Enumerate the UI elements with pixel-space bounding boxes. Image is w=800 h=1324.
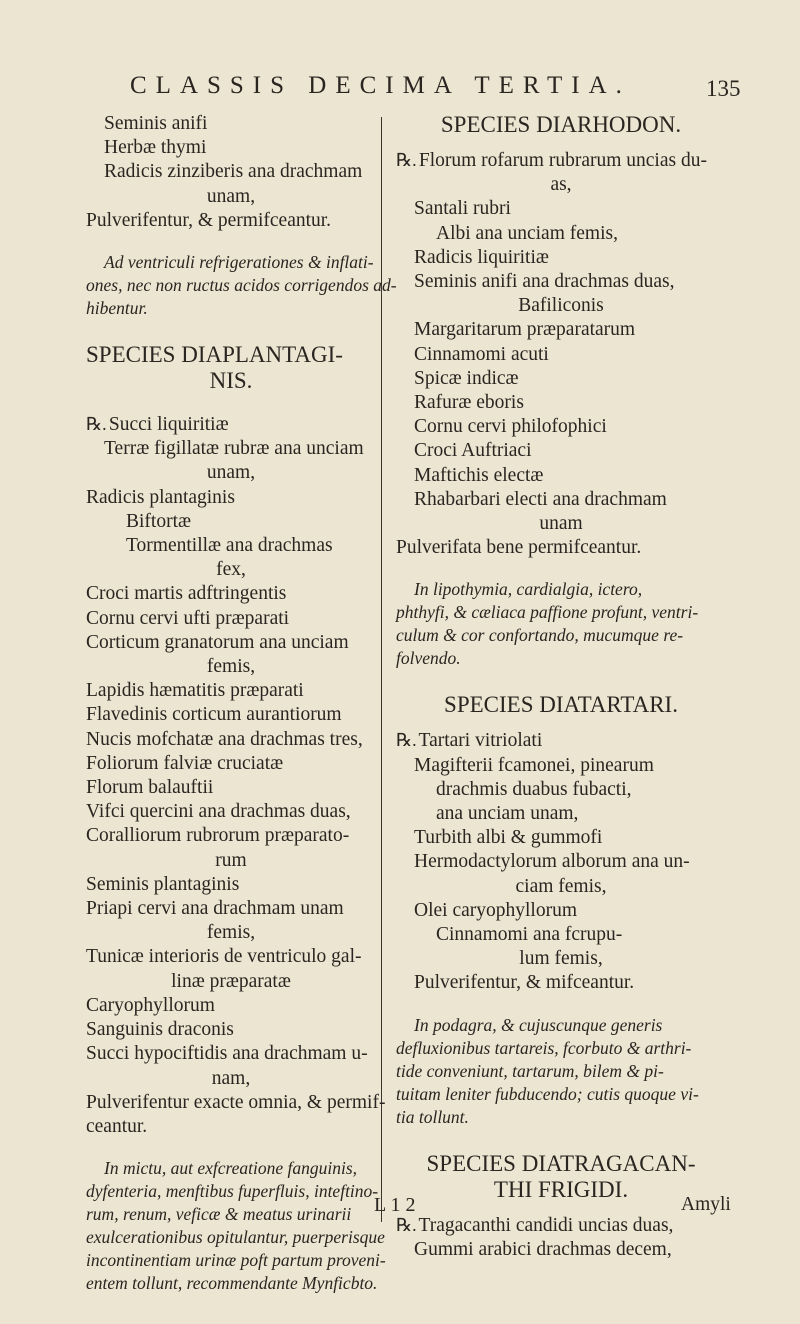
usage-note: In lipothymia, cardialgia, ictero,	[414, 579, 643, 600]
usage-note: defluxionibus tartareis, fcorbuto & arthri-	[396, 1037, 692, 1058]
recipe-line: Terræ figillatæ rubræ ana unciam	[104, 438, 364, 460]
recipe-line: Florum balauftii	[86, 777, 214, 799]
usage-note: hibentur.	[86, 298, 148, 319]
recipe-line: Maftichis electæ	[414, 464, 544, 486]
right-column	[396, 112, 726, 1262]
recipe-icon: ℞.	[396, 1214, 417, 1235]
recipe-line: Tartari vitriolati	[418, 730, 543, 752]
usage-note: rum, renum, veficæ & meatus urinarii	[86, 1204, 352, 1225]
recipe-line: Magifterii fcamonei, pinearum	[414, 754, 654, 776]
recipe-line: Pulverifentur, & mifceantur.	[414, 972, 635, 994]
signature-mark: L 1 2	[374, 1194, 416, 1216]
recipe-line: Tormentillæ ana drachmas	[126, 535, 333, 557]
recipe-line: Turbith albi & gummofi	[414, 827, 603, 849]
recipe-line: Croci martis adftringentis	[86, 583, 287, 605]
recipe-line: Radicis plantaginis	[86, 486, 235, 508]
recipe-line: Flavedinis corticum aurantiorum	[86, 704, 342, 726]
usage-note: incontinentiam urinæ poft partum proveni-	[86, 1250, 386, 1271]
recipe-line: Santali rubri	[414, 198, 511, 220]
recipe-line: Nucis mofchatæ ana drachmas tres,	[86, 728, 363, 750]
recipe-line: Caryophyllorum	[86, 994, 215, 1016]
recipe-line: femis,	[206, 922, 256, 944]
recipe-line: Cinnamomi acuti	[414, 343, 549, 365]
recipe-line: femis,	[206, 656, 256, 678]
recipe-line: Biftortæ	[126, 510, 192, 532]
recipe-line: fex,	[216, 559, 246, 581]
recipe-line: Rhabarbari electi ana drachmam	[414, 488, 667, 510]
usage-note: folvendo.	[396, 648, 461, 669]
recipe-line: Bafiliconis	[518, 295, 604, 317]
recipe-line: Tragacanthi candidi uncias duas,	[418, 1214, 674, 1236]
usage-note: entem tollunt, recommendante Mynficbto.	[86, 1273, 378, 1294]
usage-note: culum & cor confortando, mucumque re-	[396, 625, 684, 646]
species-title: SPECIES DIATARTARI.	[444, 692, 678, 718]
recipe-line: drachmis duabus fubacti,	[436, 778, 632, 800]
recipe-line: unam	[539, 513, 583, 535]
recipe-icon: ℞.	[396, 730, 417, 751]
recipe-icon: ℞.	[86, 414, 107, 435]
usage-note: tide conveniunt, tartarum, bilem & pi-	[396, 1060, 664, 1081]
species-title: SPECIES DIARHODON.	[440, 112, 682, 137]
recipe-line: Cornu cervi ufti præparati	[86, 607, 290, 629]
recipe-line: Margaritarum præparatarum	[414, 319, 636, 341]
recipe-line: Seminis anifi	[104, 113, 208, 134]
recipe-line: Pulverifata bene permifceantur.	[396, 537, 642, 559]
recipe-line: Vifci quercini ana drachmas duas,	[86, 801, 351, 823]
recipe-line: Corticum granatorum ana unciam	[86, 631, 349, 653]
usage-note: phthyfi, & cæliaca paffione profunt, ventri-	[396, 602, 699, 623]
recipe-line: Cinnamomi ana fcrupu-	[436, 924, 623, 946]
recipe-line: unam,	[206, 185, 256, 207]
recipe-line: Pulverifentur exacte omnia, & permif-	[86, 1091, 386, 1113]
recipe-line: Albi ana unciam femis,	[436, 222, 618, 244]
recipe-line: Pulverifentur, & permifceantur.	[86, 209, 332, 231]
recipe-line: Radicis zinziberis ana drachmam	[104, 161, 363, 183]
recipe-line: Foliorum falviæ cruciatæ	[86, 752, 284, 774]
recipe-line: lum femis,	[519, 948, 603, 970]
recipe-line: Rafuræ eboris	[414, 392, 524, 414]
recipe-line: ana unciam unam,	[436, 803, 579, 825]
page-number: 135	[706, 76, 741, 101]
recipe-line: rum	[215, 849, 247, 871]
species-title: NIS.	[209, 368, 253, 394]
recipe-line: unam,	[206, 462, 256, 484]
recipe-line: as,	[550, 174, 572, 196]
usage-note: dyfenteria, menftibus fuperfluis, inteftino-	[86, 1181, 379, 1202]
recipe-line: Succi liquiritiæ	[108, 414, 229, 436]
recipe-line: Hermodactylorum alborum ana un-	[414, 851, 690, 873]
species-title: SPECIES DIAPLANTAGI-	[86, 342, 343, 368]
recipe-line: ceantur.	[86, 1115, 148, 1137]
usage-note: exulcerationibus opitulantur, puerperisque	[86, 1227, 385, 1248]
recipe-line: Lapidis hæmatitis præparati	[86, 680, 304, 702]
usage-note: In podagra, & cujuscunque generis	[414, 1014, 663, 1035]
recipe-line: Herbæ thymi	[104, 137, 207, 159]
recipe-line: Seminis anifi ana drachmas duas,	[414, 271, 675, 293]
recipe-line: Seminis plantaginis	[86, 873, 240, 895]
usage-note: ones, nec non ructus acidos corrigendos ad-	[86, 275, 397, 296]
recipe-line: Florum rofarum rubrarum uncias du-	[418, 150, 707, 171]
recipe-line: Gummi arabici drachmas decem,	[414, 1238, 672, 1260]
usage-note: tia tollunt.	[396, 1106, 469, 1127]
recipe-line: Tunicæ interioris de ventriculo gal-	[86, 946, 362, 968]
recipe-line: Priapi cervi ana drachmam unam	[86, 898, 344, 920]
usage-note: Ad ventriculi refrigerationes & inflati-	[104, 252, 374, 273]
recipe-line: Spicæ indicæ	[414, 367, 519, 389]
recipe-line: Radicis liquiritiæ	[414, 246, 549, 268]
running-title: CLASSIS DECIMA TERTIA.	[130, 72, 631, 99]
recipe-line: nam,	[211, 1067, 251, 1089]
recipe-line: Croci Auftriaci	[414, 440, 532, 462]
species-title: THI FRIGIDI.	[493, 1176, 629, 1202]
recipe-line: Succi hypociftidis ana drachmam u-	[86, 1043, 368, 1065]
recipe-line: Cornu cervi philofophici	[414, 416, 607, 438]
catchword: Amyli	[681, 1194, 731, 1215]
usage-note: tuitam leniter fubducendo; cutis quoque vi-	[396, 1083, 699, 1104]
recipe-icon: ℞.	[396, 150, 417, 170]
usage-note: In mictu, aut exfcreatione fanguinis,	[104, 1158, 358, 1179]
recipe-line: Sanguinis draconis	[86, 1019, 234, 1041]
recipe-line: Coralliorum rubrorum præparato-	[86, 825, 350, 847]
species-title: SPECIES DIATRAGACAN-	[426, 1150, 696, 1176]
recipe-line: ciam femis,	[515, 875, 607, 897]
recipe-line: linæ præparatæ	[171, 970, 291, 992]
recipe-line: Olei caryophyllorum	[414, 899, 577, 921]
